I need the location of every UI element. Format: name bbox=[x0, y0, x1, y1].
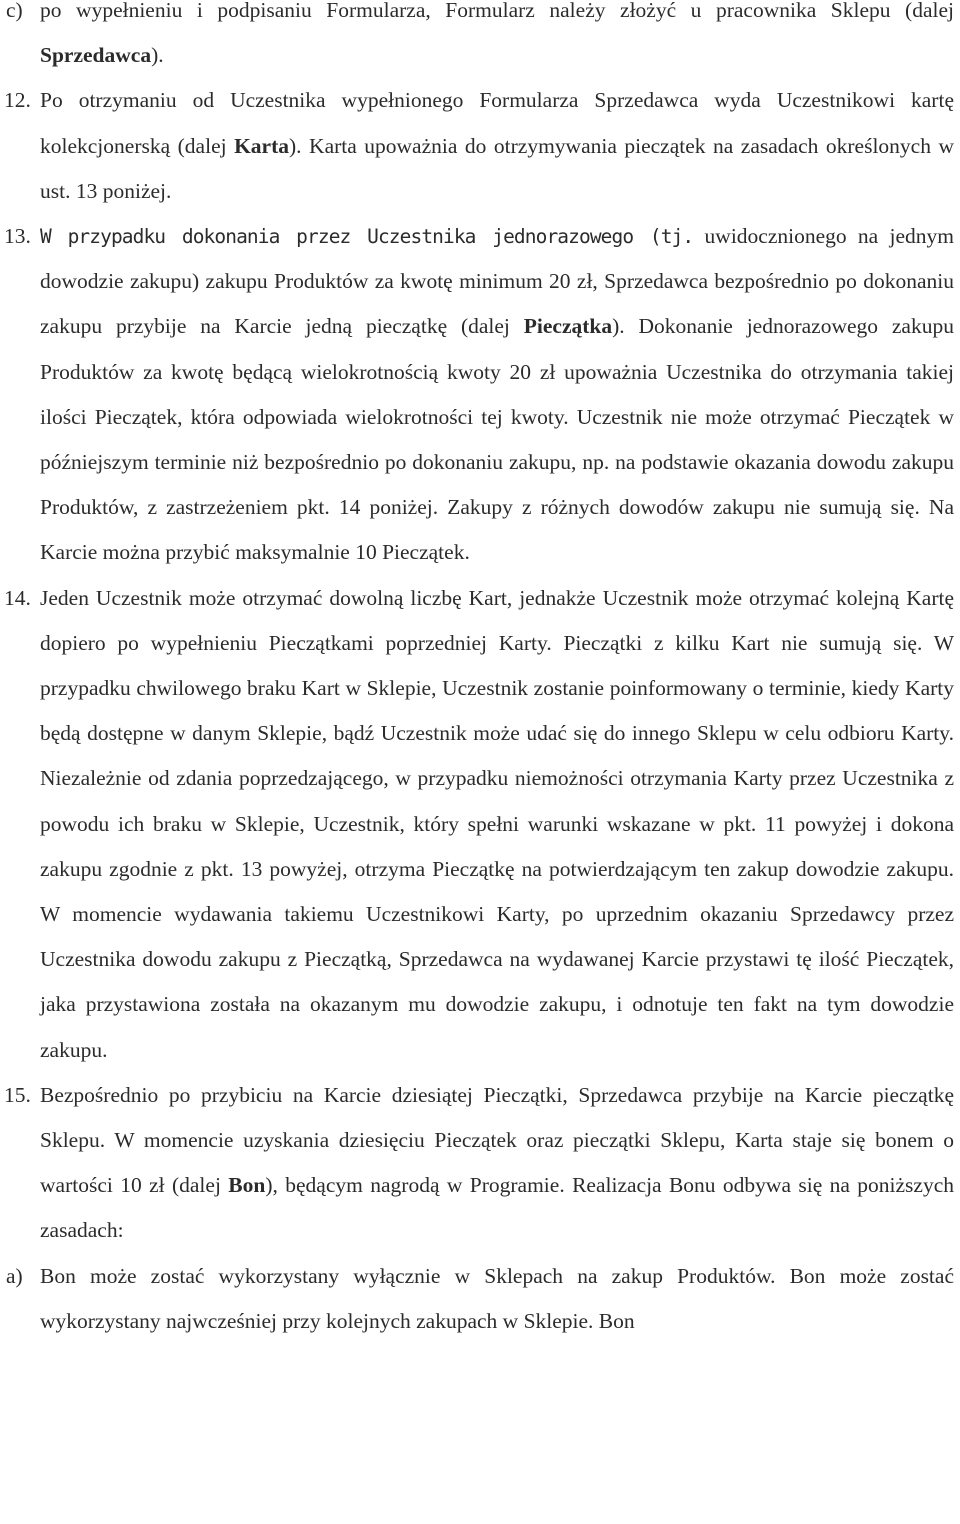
list-marker: 15. bbox=[4, 1082, 31, 1107]
list-marker: a) bbox=[6, 1263, 23, 1288]
list-marker: 12. bbox=[4, 88, 31, 113]
item-text: uwidocznionego na jednym dowodzie zakupu) zakupu Produktów za kwotę minimum 20 zł, Sprzedawca bezpośrednio po dokonaniu zakupu przybije na Karcie jedną pieczątkę (dalej bbox=[40, 224, 954, 339]
defined-term: Sprzedawca bbox=[40, 43, 152, 68]
list-item-a bbox=[0, 1254, 954, 1344]
item-text: po wypełnieniu i podpisaniu Formularza, Formularz należy złożyć u pracownika Sklepu (dalej bbox=[40, 0, 954, 22]
list-item-15 bbox=[0, 1073, 954, 1254]
item-text-tail: ). Karta upoważnia do otrzymywania pieczątek na zasadach określonych w ust. 13 poniżej. bbox=[40, 133, 954, 203]
item-text: Bon może zostać wykorzystany wyłącznie w Sklepach na zakup Produktów. Bon może zostać wykorzystany najwcześniej przy kolejnych zakupach w Sklepie. Bon bbox=[40, 1263, 954, 1333]
list-item-13 bbox=[0, 214, 954, 576]
list-marker: c) bbox=[6, 0, 23, 22]
list-item-c bbox=[0, 0, 954, 78]
item-text-mono: W przypadku dokonania przez Uczestnika jednorazowego (tj. bbox=[40, 225, 694, 249]
item-text: Bezpośrednio po przybiciu na Karcie dziesiątej Pieczątki, Sprzedawca przybije na Karcie pieczątkę Sklepu. W momencie uzyskania dziesięciu Pieczątek oraz pieczątki Sklepu, Karta staje się bonem o wartości 10 zł (dalej bbox=[40, 1082, 954, 1198]
defined-term: Pieczątka bbox=[523, 314, 613, 339]
list-item-12 bbox=[0, 78, 954, 214]
item-text-tail: ). bbox=[151, 43, 164, 68]
item-text-tail: ). Dokonanie jednorazowego zakupu Produktów za kwotę będącą wielokrotnością kwoty 20 zł upoważnia Uczestnika do otrzymania takiej ilości Pieczątek, która odpowiada wielokrotności tej kwoty. Uczestnik nie może otrzymać Pieczątek w późniejszym terminie niż bezpośrednio po dokonaniu zakupu, np. na podstawie okazania dowodu zakupu Produktów, z zastrzeżeniem pkt. 14 poniżej. Zakupy z różnych dowodów zakupu nie sumują się. Na Karcie można przybić maksymalnie 10 Pieczątek. bbox=[40, 314, 954, 565]
item-text: Jeden Uczestnik może otrzymać dowolną liczbę Kart, jednakże Uczestnik może otrzymać kolejną Kartę dopiero po wypełnieniu Pieczątkami poprzedniej Karty. Pieczątki z kilku Kart nie sumują się. W przypadku chwilowego braku Kart w Sklepie, Uczestnik zostanie poinformowany o terminie, kiedy Karty będą dostępne w danym Sklepie, bądź Uczestnik może udać się do innego Sklepu w celu odbioru Karty. Niezależnie od zdania poprzedzającego, w przypadku niemożności otrzymania Karty przez Uczestnika z powodu ich braku w Sklepie, Uczestnik, który spełni warunki wskazane w pkt. 11 powyżej i dokona zakupu zgodnie z pkt. 13 powyżej, otrzyma Pieczątkę na potwierdzającym ten zakup dowodzie zakupu. W momencie wydawania takiemu Uczestnikowi Karty, po uprzednim okazaniu Sprzedawcy przez Uczestnika dowodu zakupu z Pieczątką, Sprzedawca na wydawanej Karcie przystawi tę ilość Pieczątek, jaka przystawiona została na okazanym mu dowodzie zakupu, i odnotuje ten fakt na tym dowodzie zakupu. bbox=[40, 585, 954, 1062]
defined-term: Karta bbox=[234, 133, 290, 158]
list-marker: 14. bbox=[4, 585, 31, 610]
list-marker: 13. bbox=[4, 224, 31, 249]
item-text: Po otrzymaniu od Uczestnika wypełnionego Formularza Sprzedawca wyda Uczestnikowi kartę kolekcjonerską (dalej bbox=[40, 88, 954, 158]
list-item-14 bbox=[0, 576, 954, 1073]
item-text-tail: ), będącym nagrodą w Programie. Realizacja Bonu odbywa się na poniższych zasadach: bbox=[40, 1173, 954, 1243]
defined-term: Bon bbox=[228, 1173, 266, 1198]
